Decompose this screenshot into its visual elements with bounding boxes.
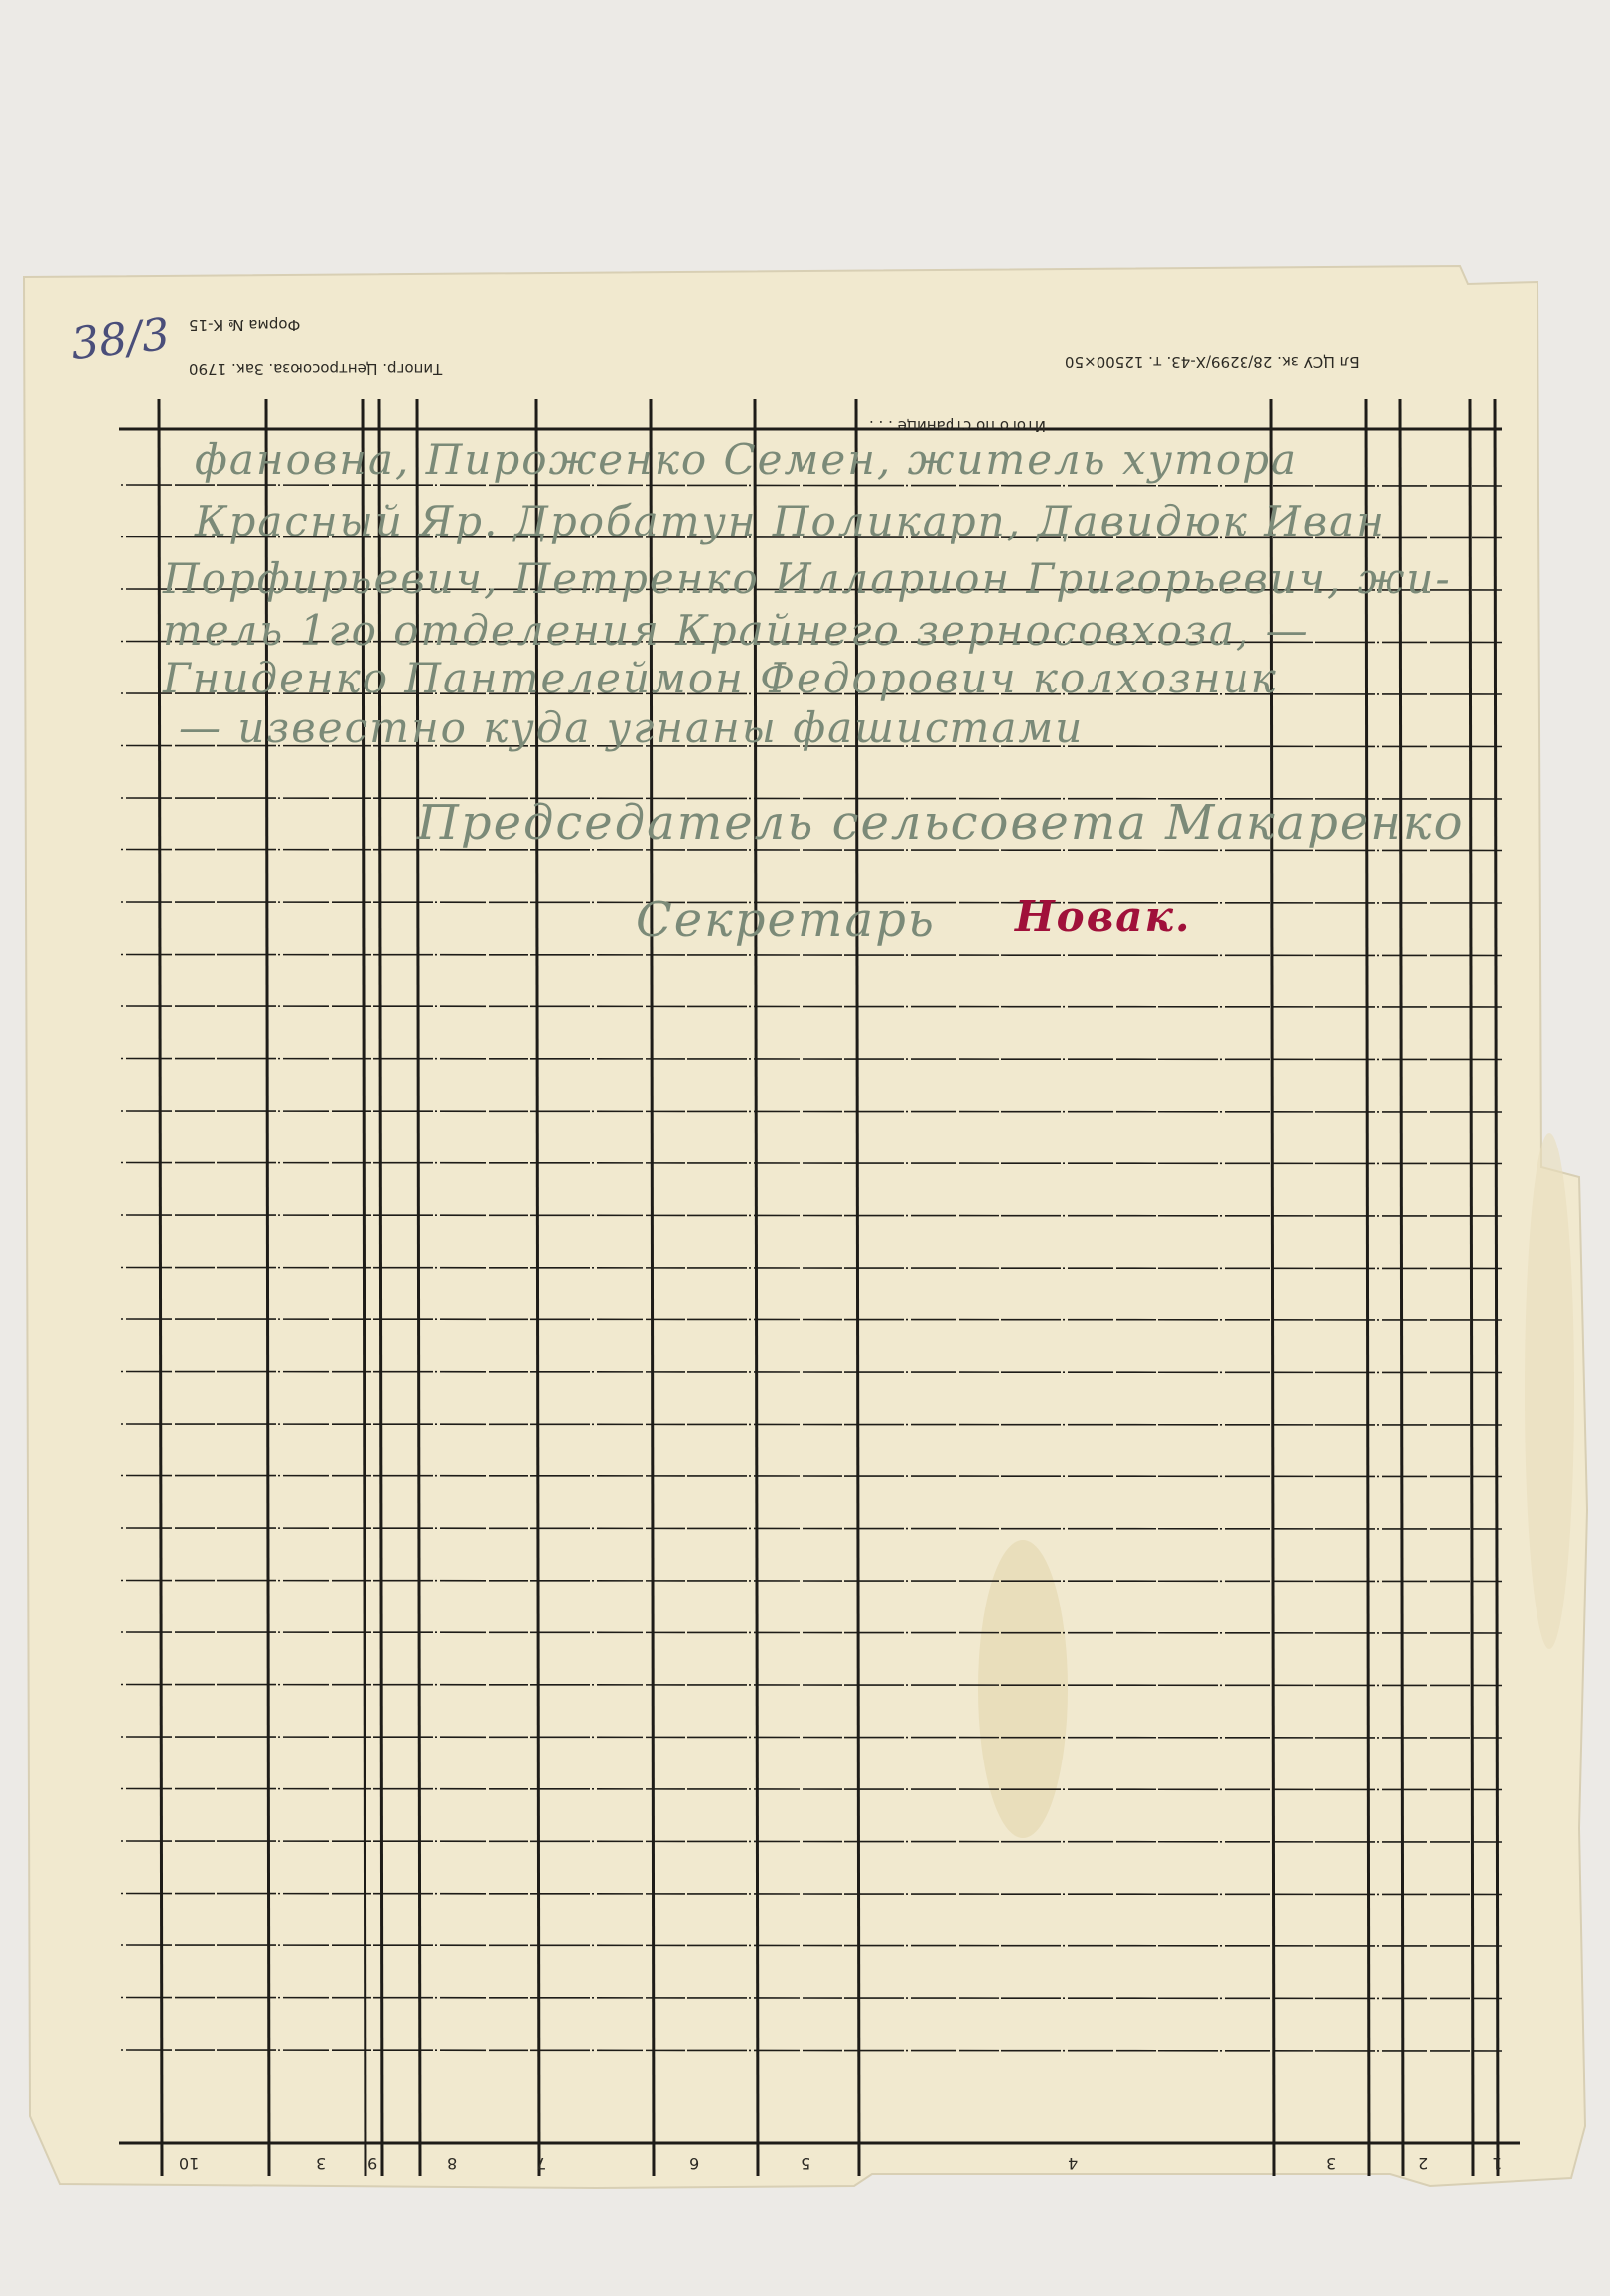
row-rule	[121, 1372, 1502, 1373]
row-rule	[121, 1528, 1502, 1529]
printer-label: Типогр. Центросоюза. Зак. 1790	[189, 360, 443, 378]
column-number: 1	[1492, 2154, 1503, 2173]
handwritten-line: — известно куда угнаны фашистами	[179, 703, 1085, 752]
row-rule	[121, 1685, 1502, 1686]
handwritten-line: фановна, Пироженко Семен, житель хутора	[195, 435, 1299, 484]
column-number: 9	[367, 2154, 378, 2173]
row-rule	[121, 1581, 1502, 1582]
page-total-label: Итого по странице . . .	[869, 417, 1047, 435]
stain	[1525, 1133, 1574, 1649]
secretary-signature: Новак.	[1015, 892, 1192, 941]
row-rule	[121, 1789, 1502, 1790]
column-number: 5	[801, 2154, 811, 2173]
archive-number: 38/3	[69, 308, 173, 371]
row-rule	[121, 1476, 1502, 1477]
row-rule	[121, 2050, 1502, 2051]
row-rule	[121, 1163, 1502, 1164]
row-rule	[121, 1632, 1502, 1633]
column-number: 3	[1326, 2154, 1337, 2173]
form-number-label: Форма № К-15	[189, 316, 301, 334]
handwritten-line: тель 1го отделения Крайнего зерносовхоза, —	[163, 606, 1310, 655]
row-rule	[121, 1319, 1502, 1320]
row-rule	[121, 1894, 1502, 1895]
row-rule	[121, 1006, 1502, 1007]
row-rule	[121, 1998, 1502, 1999]
column-number: 4	[1068, 2154, 1079, 2173]
row-rule	[121, 1215, 1502, 1216]
row-rule	[121, 1059, 1502, 1060]
row-rule	[121, 1424, 1502, 1425]
stain	[978, 1540, 1068, 1838]
handwritten-line: Красный Яр. Дробатун Поликарп, Давидюк Иван	[195, 497, 1386, 545]
column-number: 10	[179, 2154, 200, 2173]
row-rule	[121, 1737, 1502, 1738]
handwritten-line: Гниденко Пантелеймон Федорович колхозник	[163, 654, 1278, 702]
row-rule	[121, 1268, 1502, 1269]
row-rule	[121, 955, 1502, 956]
chairman-signature: Председатель сельсовета Макаренко	[417, 795, 1465, 850]
row-rule	[121, 1841, 1502, 1842]
column-number: 3	[316, 2154, 327, 2173]
column-number: 2	[1418, 2154, 1429, 2173]
row-rule	[121, 485, 1502, 486]
secretary-label: Секретарь	[636, 892, 936, 948]
column-number: 8	[447, 2154, 458, 2173]
column-number: 7	[536, 2154, 547, 2173]
row-rule	[121, 1111, 1502, 1112]
order-label: Бл ЦСУ зк. 28/3299/Х-43. т. 12500×50	[1065, 353, 1360, 371]
column-number: 6	[689, 2154, 700, 2173]
handwritten-line: Порфирьевич, Петренко Илларион Григорьевич, жи-	[163, 554, 1452, 603]
row-rule	[121, 1945, 1502, 1946]
